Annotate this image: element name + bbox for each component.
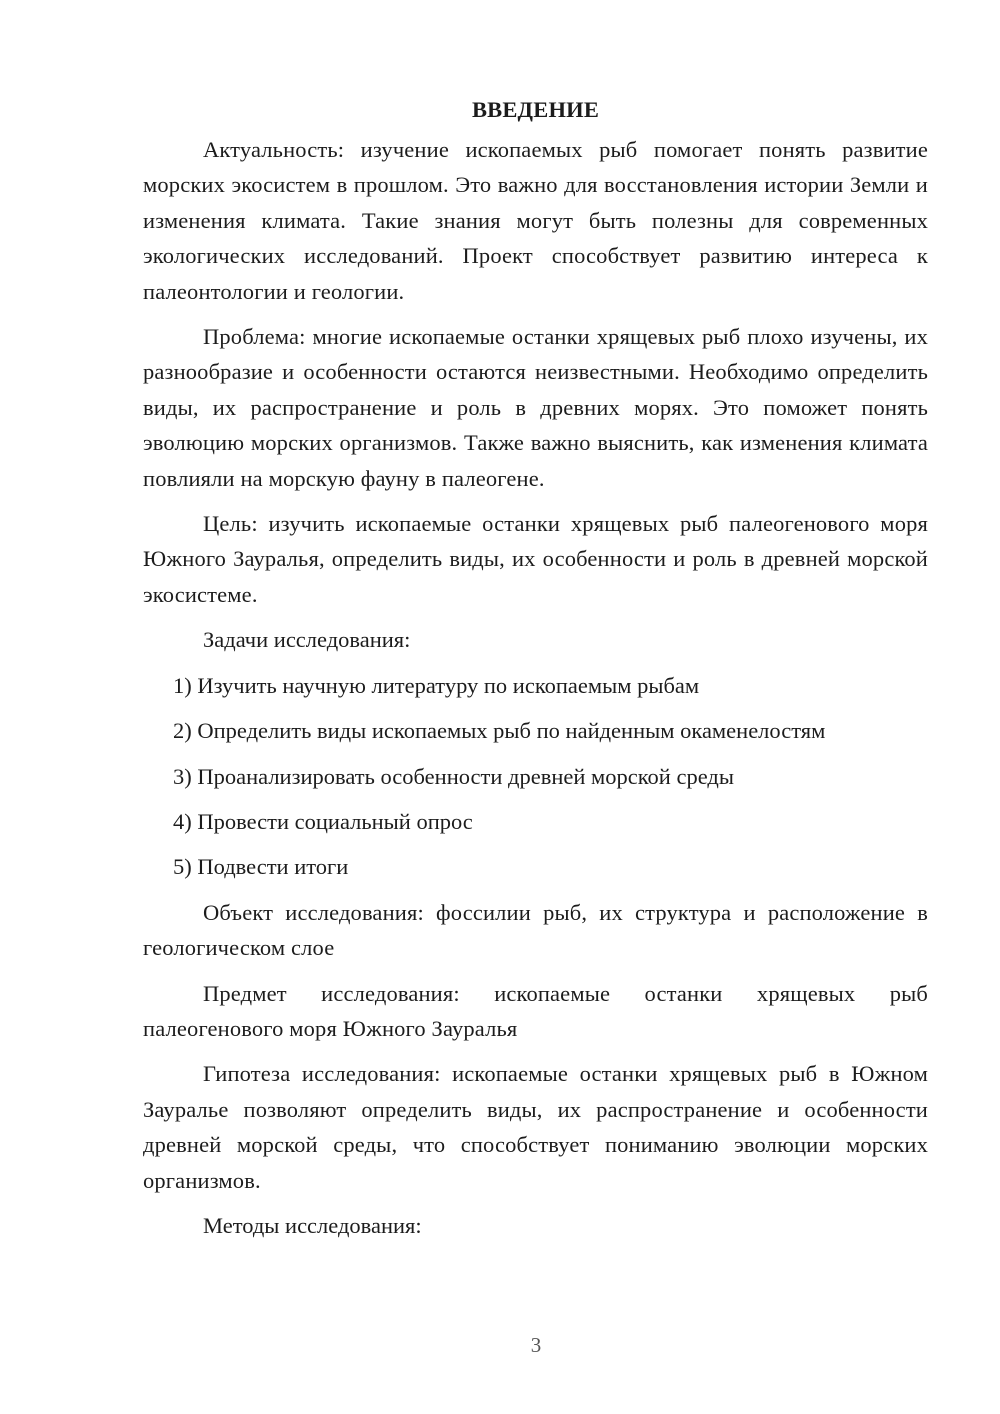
task-item: 1) Изучить научную литературу по ископаемым рыбам bbox=[173, 672, 700, 698]
problem-paragraph: Проблема: многие ископаемые останки хрящевых рыб плохо изучены, их разнообразие и особенности остаются неизвестными. Необходимо определить виды, их распространение и роль в древних морях. Это поможет понять эволюцию морских организмов. Также важно выяснить, как изменения климата повлияли на морскую фауну в палеогене. bbox=[143, 324, 928, 491]
task-item: 5) Подвести итоги bbox=[173, 854, 349, 880]
hypothesis-paragraph: Гипотеза исследования: ископаемые останки хрящевых рыб в Южном Зауралье позволяют определить виды, их распространение и особенности древней морской среды, что способствует пониманию эволюции морских организмов. bbox=[143, 1061, 928, 1193]
tasks-list bbox=[143, 668, 928, 885]
page-number: 3 bbox=[530, 1333, 542, 1357]
goal-paragraph: Цель: изучить ископаемые останки хрящевых рыб палеогенового моря Южного Зауралья, определить виды, их особенности и роль в древней морской экосистеме. bbox=[143, 511, 928, 607]
relevance-paragraph: Актуальность: изучение ископаемых рыб помогает понять развитие морских экосистем в прошлом. Это важно для восстановления истории Земли и изменения климата. Такие знания могут быть полезны для современных экологических исследований. Проект способствует развитию интереса к палеонтологии и геологии. bbox=[143, 137, 928, 304]
page-title: ВВЕДЕНИЕ bbox=[471, 97, 600, 122]
methods-heading: Методы исследования: bbox=[203, 1212, 422, 1238]
subject-paragraph: Предмет исследования: ископаемые останки хрящевых рыб палеогенового моря Южного Зауралья bbox=[143, 980, 928, 1041]
task-item: 2) Определить виды ископаемых рыб по найденным окаменелостям bbox=[173, 718, 826, 744]
object-paragraph: Объект исследования: фоссилии рыб, их структура и расположение в геологическом слое bbox=[143, 899, 928, 961]
task-item: 3) Проанализировать особенности древней морской среды bbox=[173, 763, 734, 789]
tasks-heading: Задачи исследования: bbox=[203, 627, 411, 653]
page-content bbox=[143, 92, 928, 1253]
task-item: 4) Провести социальный опрос bbox=[173, 808, 473, 834]
